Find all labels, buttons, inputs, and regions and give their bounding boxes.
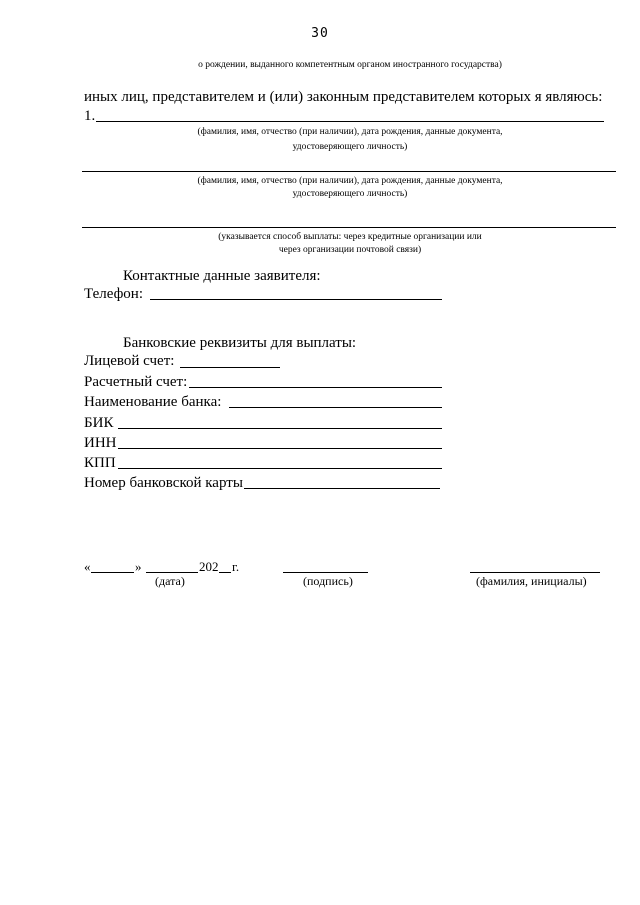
settlement-account-label: Расчетный счет: (84, 374, 188, 390)
bank-name-label: Наименование банка: (84, 394, 222, 410)
payment-caption-line2: через организации почтовой связи) (278, 245, 422, 255)
page-number: 30 (311, 26, 329, 41)
date-year-suffix: г. (232, 559, 240, 574)
inn-field (118, 448, 442, 449)
payment-method-line (82, 227, 616, 228)
bank-heading: Банковские реквизиты для выплаты: (123, 335, 357, 351)
name-initials-field (470, 572, 600, 573)
date-caption: (дата) (155, 574, 185, 588)
settlement-account-field (189, 387, 442, 388)
personal-account-field (180, 367, 280, 368)
date-open-quote: « (84, 559, 91, 574)
date-day-field (91, 572, 134, 573)
person2-caption-line1: (фамилия, имя, отчество (при наличии), дата рождения, данные документа, (197, 176, 503, 186)
inn-label: ИНН (84, 435, 117, 451)
phone-field (150, 299, 442, 300)
person2-caption-line2: удостоверяющего личность) (292, 189, 408, 199)
phone-label: Телефон: (84, 286, 143, 302)
date-close-quote: » (135, 559, 142, 574)
card-number-field (244, 488, 440, 489)
intro-text: иных лиц, представителем и (или) законным представителем которых я являюсь: (84, 89, 603, 105)
card-number-label: Номер банковской карты (84, 475, 243, 491)
person2-line (82, 171, 616, 172)
kpp-label: КПП (84, 455, 116, 471)
payment-caption-line1: (указывается способ выплаты: через кредитные организации или (218, 232, 482, 242)
bik-field (118, 428, 442, 429)
person1-line (96, 121, 604, 122)
name-initials-caption: (фамилия, инициалы) (476, 574, 587, 588)
signature-field (283, 572, 368, 573)
date-month-field (146, 572, 198, 573)
contacts-heading: Контактные данные заявителя: (123, 268, 321, 284)
date-year-prefix: 202 (199, 559, 219, 574)
person1-caption-line1: (фамилия, имя, отчество (при наличии), дата рождения, данные документа, (197, 127, 503, 137)
bank-name-field (229, 407, 442, 408)
person1-number: 1. (84, 108, 96, 124)
signature-caption: (подпись) (303, 574, 353, 588)
person1-caption-line2: удостоверяющего личность) (292, 142, 408, 152)
date-year-field (219, 572, 231, 573)
header-note: о рождении, выданного компетентным органом иностранного государства) (198, 60, 502, 70)
bik-label: БИК (84, 415, 114, 431)
kpp-field (118, 468, 442, 469)
personal-account-label: Лицевой счет: (84, 353, 175, 369)
